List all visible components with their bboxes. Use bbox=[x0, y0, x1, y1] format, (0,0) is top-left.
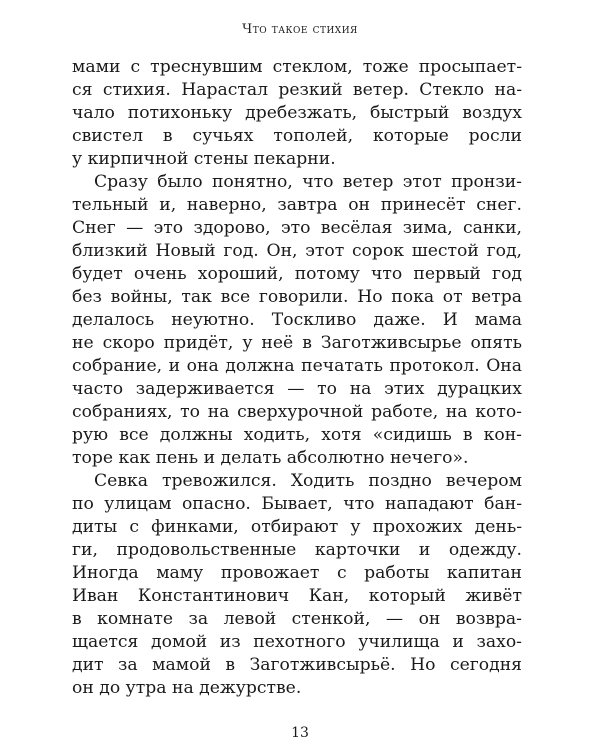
text-line: Севка тревожился. Ходить поздно вечером bbox=[94, 471, 522, 491]
text-line: щается домой из пехотного училища и захо- bbox=[72, 632, 522, 652]
text-line: мами с треснувшим стеклом, тоже просыпает- bbox=[72, 57, 522, 77]
text-line: в комнате за левой стенкой, — он возвра- bbox=[72, 609, 522, 629]
text-line: дит за мамой в Заготживсырьё. Но сегодня bbox=[72, 655, 522, 675]
text-line: ся стихия. Нарастал резкий ветер. Стекло на- bbox=[72, 80, 522, 100]
text-line: у кирпичной стены пекарни. bbox=[72, 149, 336, 169]
body-text bbox=[72, 56, 522, 700]
text-line: по улицам опасно. Бывает, что нападают бан- bbox=[72, 494, 522, 514]
text-line: собраниях, то на сверхурочной работе, на кото- bbox=[72, 402, 522, 422]
text-line: собрание, и она должна печатать протокол. Она bbox=[72, 356, 522, 376]
text-line: Сразу было понятно, что ветер этот пронзи- bbox=[94, 172, 522, 192]
text-line: не скоро придёт, у неё в Заготживсырье опять bbox=[72, 333, 522, 353]
text-line: часто задерживается — то на этих дурацких bbox=[72, 379, 522, 399]
text-line: свистел в сучьях тополей, которые росли bbox=[72, 126, 522, 146]
text-line: Иногда маму провожает с работы капитан bbox=[72, 563, 522, 583]
page-number: 13 bbox=[291, 725, 309, 741]
text-line: чало потихоньку дребезжать, быстрый воздух bbox=[72, 103, 522, 123]
text-line: ги, продовольственные карточки и одежду. bbox=[72, 540, 522, 560]
text-line: торе как пень и делать абсолютно нечего». bbox=[72, 448, 469, 468]
running-head: Что такое стихия bbox=[242, 22, 358, 37]
text-line: делалось неуютно. Тоскливо даже. И мама bbox=[72, 310, 522, 330]
paragraph bbox=[72, 470, 522, 700]
text-line: диты с финками, отбирают у прохожих день- bbox=[72, 517, 522, 537]
paragraph bbox=[72, 56, 522, 171]
text-line: рую все должны ходить, хотя «сидишь в кон- bbox=[72, 425, 522, 445]
text-line: без войны, так все говорили. Но пока от ветра bbox=[72, 287, 522, 307]
text-line: Снег — это здорово, это весёлая зима, санки, bbox=[72, 218, 522, 238]
paragraph bbox=[72, 171, 522, 470]
text-line: тельный и, наверно, завтра он принесёт снег. bbox=[72, 195, 522, 215]
text-line: Иван Константинович Кан, который живёт bbox=[72, 586, 522, 606]
text-line: он до утра на дежурстве. bbox=[72, 678, 302, 698]
text-line: будет очень хороший, потому что первый год bbox=[72, 264, 522, 284]
text-line: близкий Новый год. Он, этот сорок шестой год, bbox=[72, 241, 522, 261]
